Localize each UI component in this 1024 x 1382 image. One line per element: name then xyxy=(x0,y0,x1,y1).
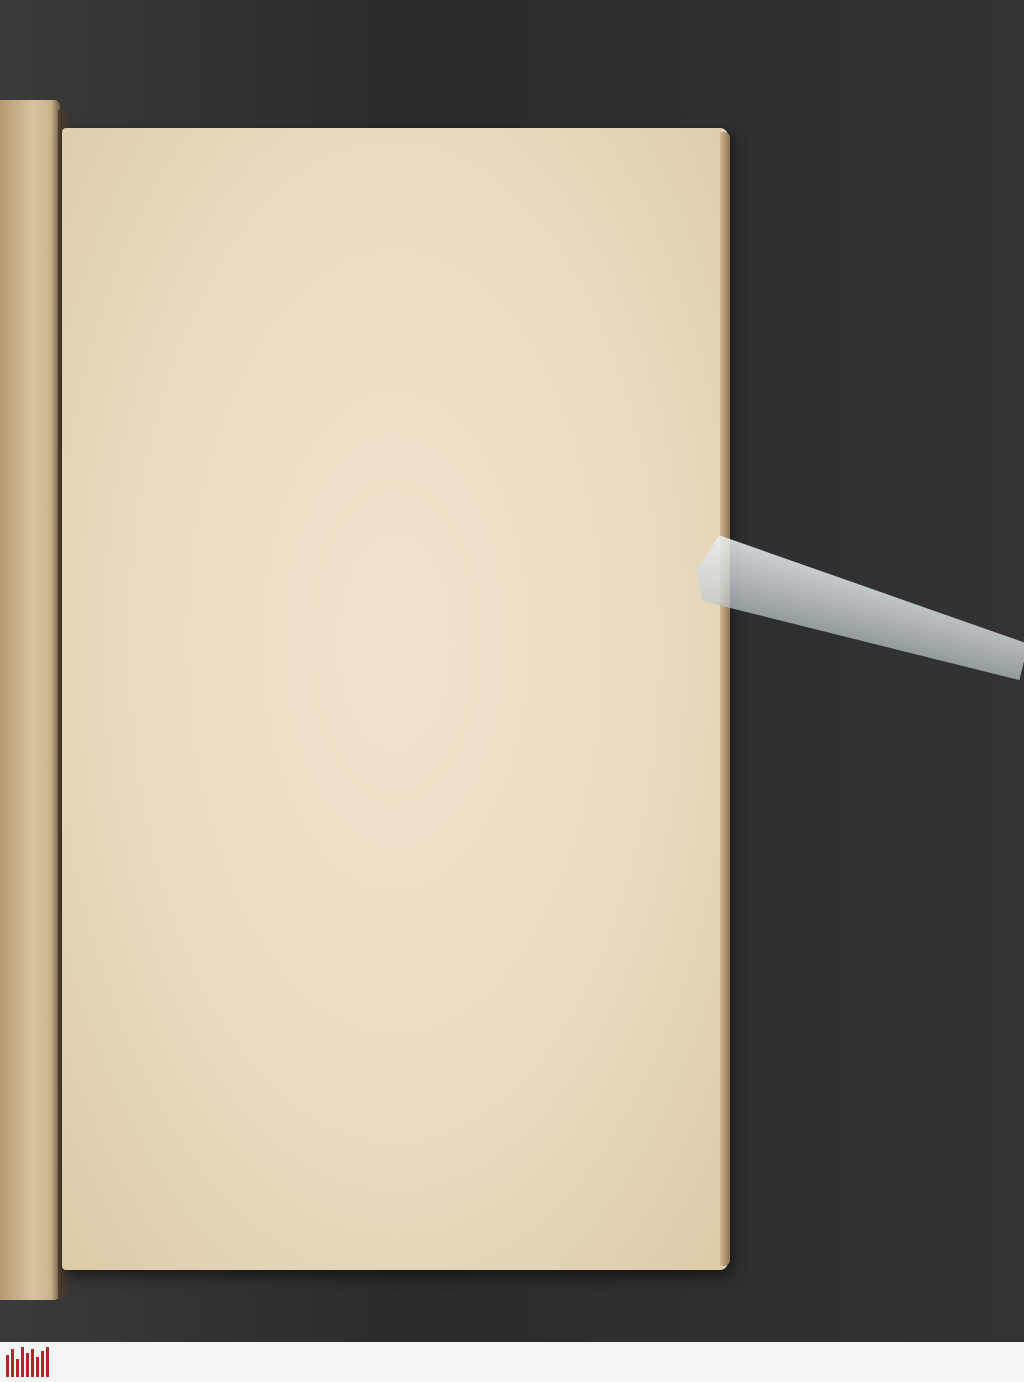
hab-logo-icon xyxy=(6,1347,54,1377)
footer-bar xyxy=(0,1342,1024,1382)
page-text xyxy=(110,188,630,386)
argumentum-heading xyxy=(110,338,630,376)
psalm-heading xyxy=(110,246,630,290)
page-fore-edge xyxy=(720,132,730,1266)
titulus-heading xyxy=(110,294,630,328)
page-holder-ruler xyxy=(690,532,1024,680)
running-head xyxy=(110,188,630,228)
left-page-edge xyxy=(0,100,60,1300)
